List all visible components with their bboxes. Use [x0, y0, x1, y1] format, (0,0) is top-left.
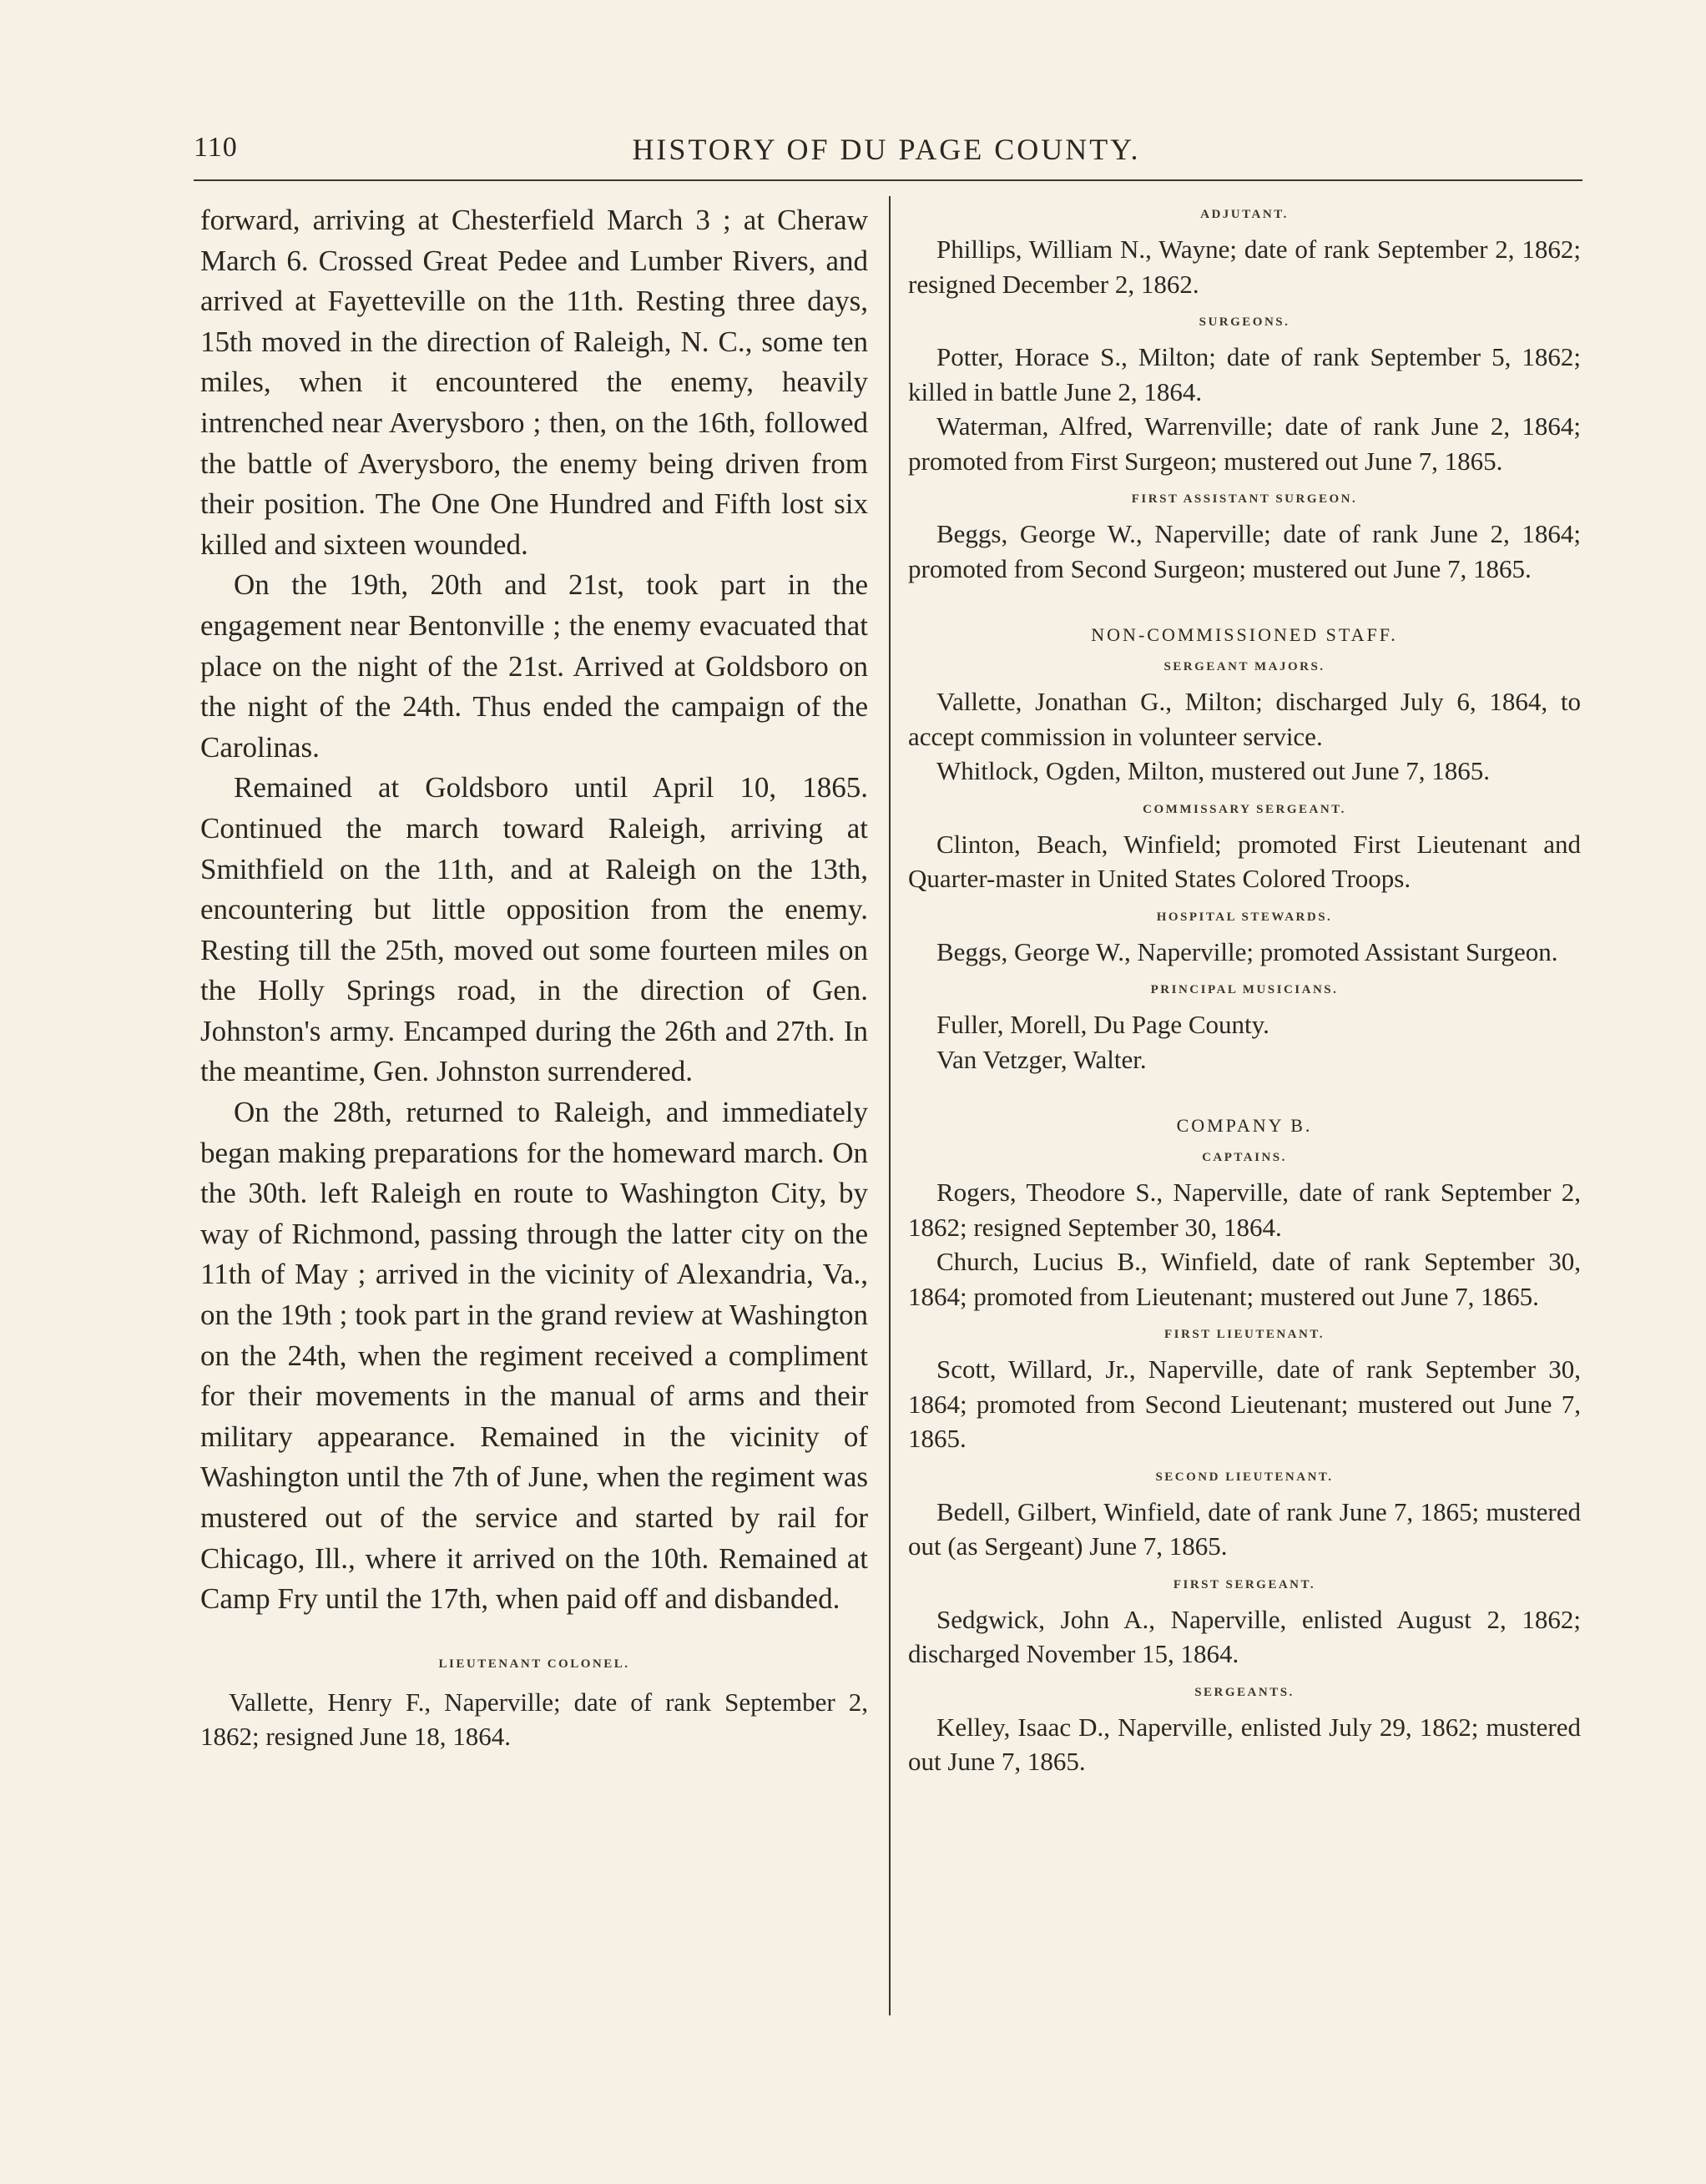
- paragraph: Remained at Goldsboro until April 10, 1865. Continued the march toward Raleigh, arriving at Smithfield on the 11th, and at Raleigh on the 13th, encountering but little opposition from the enemy. Resting till the 25th, moved out some fourteen miles on the Holly Springs road, in the direction of Gen. Johnston's army. Encamped during the 26th and 27th. In the meantime, Gen. Johnston surrendered.: [200, 771, 868, 1088]
- left-column: [200, 200, 868, 1753]
- section-heading: COMPANY B.: [1176, 1115, 1313, 1136]
- roster-entry: Van Vetzger, Walter.: [936, 1044, 1147, 1074]
- roster-entry: Waterman, Alfred, Warrenville; date of rank June 2, 1864; promoted from First Surgeon; mustered out June 7, 1865.: [908, 411, 1581, 476]
- rank-heading: SERGEANTS.: [1194, 1685, 1295, 1699]
- roster-entry: Vallette, Henry F., Naperville; date of rank September 2, 1862; resigned June 18, 1864.: [200, 1687, 868, 1751]
- roster-entry: Whitlock, Ogden, Milton, mustered out June 7, 1865.: [936, 756, 1490, 785]
- roster-entry: Kelley, Isaac D., Naperville, enlisted July 29, 1862; mustered out June 7, 1865.: [908, 1712, 1581, 1776]
- roster-entry: Bedell, Gilbert, Winfield, date of rank June 7, 1865; mustered out (as Sergeant) June 7, 1865.: [908, 1496, 1581, 1561]
- column-divider: [889, 196, 891, 2015]
- paragraph: forward, arriving at Chesterfield March 3 ; at Cheraw March 6. Crossed Great Pedee and Lumber Rivers, and arrived at Fayetteville on the 11th. Resting three days, 15th moved in the direction of Raleigh, N. C., some ten miles, when it encountered the enemy, heavily intrenched near Averysboro ; then, on the 16th, followed the battle of Averysboro, the enemy being driven from their position. The One One Hundred and Fifth lost six killed and sixteen wounded.: [200, 204, 868, 561]
- roster-entry: Clinton, Beach, Winfield; promoted First Lieutenant and Quarter-master in United States Colored Troops.: [908, 829, 1581, 893]
- rank-heading: SECOND LIEUTENANT.: [1155, 1470, 1334, 1484]
- section-heading: NON-COMMISSIONED STAFF.: [1091, 624, 1398, 645]
- roster-entry: Vallette, Jonathan G., Milton; discharged July 6, 1864, to accept commission in volunteer service.: [908, 687, 1581, 751]
- page-header: [194, 132, 1579, 182]
- rank-heading: FIRST ASSISTANT SURGEON.: [1131, 492, 1358, 506]
- rank-heading: SURGEONS.: [1199, 315, 1290, 329]
- roster-entry: Fuller, Morell, Du Page County.: [936, 1010, 1269, 1039]
- paragraph: On the 28th, returned to Raleigh, and immediately began making preparations for the homeward march. On the 30th. left Raleigh en route to Washington City, by way of Richmond, passing through the latter city on the 11th of May ; arrived in the vicinity of Alexandria, Va., on the 19th ; took part in the grand review at Washington on the 24th, when the regiment received a compliment for their movements in the manual of arms and their military appearance. Remained in the vicinity of Washington until the 7th of June, when the regiment was mustered out of the service and started by rail for Chicago, Ill., where it arrived on the 10th. Remained at Camp Fry until the 17th, when paid off and disbanded.: [200, 1096, 868, 1616]
- rank-heading: SERGEANT MAJORS.: [1163, 660, 1325, 673]
- rank-heading: PRINCIPAL MUSICIANS.: [1150, 983, 1339, 996]
- rank-heading: FIRST LIEUTENANT.: [1164, 1328, 1325, 1341]
- page-number: 110: [194, 132, 238, 163]
- header-rule: [194, 179, 1582, 181]
- paragraph: On the 19th, 20th and 21st, took part in the engagement near Bentonville ; the enemy evacuated that place on the night of the 21st. Arrived at Goldsboro on the night of the 24th. Thus ended the campaign of the Carolinas.: [200, 568, 868, 764]
- rank-heading: CAPTAINS.: [1202, 1151, 1287, 1164]
- roster-entry: Potter, Horace S., Milton; date of rank September 5, 1862; killed in battle June 2, 1864.: [908, 342, 1581, 406]
- roster-entry: Beggs, George W., Naperville; promoted Assistant Surgeon.: [936, 936, 1558, 966]
- roster-entry: Sedgwick, John A., Naperville, enlisted August 2, 1862; discharged November 15, 1864.: [908, 1604, 1581, 1668]
- running-title: HISTORY OF DU PAGE COUNTY.: [632, 133, 1141, 166]
- rank-heading: LIEUTENANT COLONEL.: [438, 1657, 630, 1671]
- rank-heading: COMMISSARY SERGEANT.: [1143, 802, 1346, 816]
- rank-heading: FIRST SERGEANT.: [1173, 1577, 1316, 1591]
- rank-heading: HOSPITAL STEWARDS.: [1156, 910, 1333, 924]
- roster-entry: Phillips, William N., Wayne; date of rank September 2, 1862; resigned December 2, 1862.: [908, 235, 1581, 299]
- right-column: [908, 200, 1581, 1779]
- rank-heading: ADJUTANT.: [1200, 208, 1289, 221]
- roster-entry: Rogers, Theodore S., Naperville, date of rank September 2, 1862; resigned September 30, 1864.: [908, 1178, 1581, 1242]
- roster-entry: Church, Lucius B., Winfield, date of rank September 30, 1864; promoted from Lieutenant; mustered out June 7, 1865.: [908, 1247, 1581, 1311]
- roster-entry: Beggs, George W., Naperville; date of rank June 2, 1864; promoted from Second Surgeon; mustered out June 7, 1865.: [908, 519, 1581, 583]
- roster-entry: Scott, Willard, Jr., Naperville, date of rank September 30, 1864; promoted from Second Lieutenant; mustered out June 7, 1865.: [908, 1354, 1581, 1453]
